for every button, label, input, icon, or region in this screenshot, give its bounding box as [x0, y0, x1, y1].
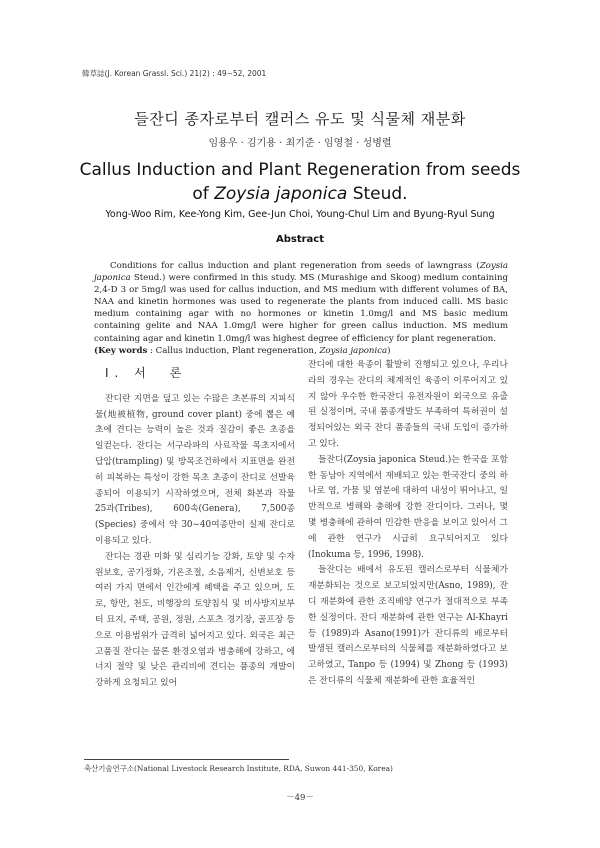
keywords-label: (Key words: [94, 345, 148, 356]
korean-title: 들잔디 종자로부터 캘러스 유도 및 식물체 재분화: [134, 110, 466, 128]
left-paragraph-1: 잔디란 지면을 덮고 있는 수많은 초본류의 지피식물(地被植物, ground cover plant) 중에 뽑은 예초에 견디는 능력이 높은 것과 질감이 좋은 초종을 일컫는다. 잔디는 서구라파의 사료작물 목초지에서 답압(trampling) 및 방목조건하에서 지표면을 완전히 피복하는 특성이 강한 목초 초종이 잔디로 선발육종되어 이용되기 시작하였으며, 전체 화본과 작물 25과(Tribes), 600속(Genera), 7,500종(Species) 중에서 약 30∼40여종만이 실제 잔디로 이용되고 있다.: [95, 393, 295, 546]
title-species: Zoysia japonica: [214, 184, 348, 204]
korean-authors: 임용우 · 김기용 · 최기준 · 임영철 · 성병렬: [208, 138, 392, 149]
abstract-text-a: Conditions for callus induction and plant regeneration from seeds of lawngrass (: [110, 261, 480, 271]
abstract-text-b: Steud.) were confirmed in this study. MS (Murashige and Skoog) medium containing 2,4-D 3 or 5mg/l was used for callus induction, and MS medium with different volumes of BA, NAA and kinetin hormones was used to regenerate the plants from induced calli. MS basic medium containing agar with no hormones or kinetin 1.0mg/l and MS basic medium containing gelite and NAA 1.0mg/l were higher for green callus induction. MS medium containing agar and kinetin 1.0mg/l was highest degree of efficiency for plant regeneration.: [94, 273, 508, 344]
keywords-text: : Callus induction, Plant regeneration,: [147, 345, 320, 356]
left-column: [95, 358, 295, 692]
footnote-divider: [84, 759, 289, 760]
english-title-line2: [0, 184, 600, 204]
keywords-end: ): [387, 345, 391, 356]
left-paragraph-2: 잔디는 경관 미화 및 심리기능 강화, 토양 및 수자원보호, 공기정화, 기온조절, 소음제거, 신변보호 등 여러 가지 면에서 인간에게 혜택을 주고 있으며, 도로, 항만, 천도, 비행장의 토양침식 및 비사방지보부터 묘지, 주택, 공원, 정원, 스포츠 경기장, 골프장 등으로 이용범위가 급격히 넓어지고 있다. 외국은 최근 고품질 잔디는 물론 환경오염과 병충해에 강하고, 에너지 절약 및 낮은 관리비에 견디는 품종의 개발이 강하게 요청되고 있어: [95, 551, 295, 689]
title-suffix: Steud.: [347, 184, 408, 204]
abstract-body: [94, 260, 508, 357]
affiliation-footnote: 축산기술연구소(National Livestock Research Institute, RDA, Suwon 441-350, Korea): [84, 764, 393, 773]
abstract-species: Zoysia japonica: [94, 261, 508, 284]
journal-citation: 韓草誌(J. Korean Grassl. Sci.) 21(2) : 49∼52, 2001: [82, 69, 267, 78]
title-prefix: of: [192, 184, 215, 204]
section-heading-introduction: Ⅰ. 서 론: [105, 366, 188, 380]
page-number: －49－: [286, 793, 314, 803]
right-column: [308, 358, 508, 690]
keywords: [94, 345, 508, 357]
english-authors: Yong-Woo Rim, Kee-Yong Kim, Gee-Jun Choi, Young-Chul Lim and Byung-Ryul Sung: [105, 209, 495, 220]
keywords-species: Zoysia japonica: [319, 345, 388, 356]
abstract-heading: Abstract: [275, 234, 325, 245]
right-paragraph-2: 들잔디(Zoysia japonica Steud.)는 한국을 포함한 동남아 지역에서 재배되고 있는 한국잔디 중의 하나로 염, 가뭄 및 염분에 대하여 내성이 뛰어나고, 일반적으로 병해와 충해에 강한 잔디이다. 그러나, 몇몇 병충해에 관하여 민감한 반응을 보이고 있어서 그에 관한 연구가 시급히 요구되어지고 있다 (Inokuma 등, 1996, 1998).: [308, 454, 508, 560]
right-paragraph-1: 잔디에 대한 육종이 활발히 진행되고 있으나, 우리나라의 경우는 잔디의 체계적인 육종이 이루어지고 있지 않아 우수한 한국잔디 유전자원이 외국으로 유출된 실정이며, 국내 품종개발도 부족하여 특허권이 설정되어있는 외국 잔디 품종들의 국내 도입이 증가하고 있다.: [308, 360, 508, 449]
english-title-line1: Callus Induction and Plant Regeneration from seeds: [79, 160, 521, 180]
abstract-paragraph: [94, 260, 508, 345]
right-paragraph-3: 들잔디는 배에서 유도된 캘러스로부터 식물체가 재분화되는 것으로 보고되었지만(Asno, 1989), 잔디 재분화에 관한 조직배양 연구가 절대적으로 부족한 실정이다. 잔디 재분화에 관한 연구는 Al-Khayri 등 (1989)과 Asano(1991)가 잔디류의 배로부터 발생된 캘러스로부터의 식물체를 재분화하였다고 보고하였고, Tanpo 등 (1994) 및 Zhong 등 (1993)은 잔디류의 식물체 재분화에 관한 효율적인: [308, 565, 508, 686]
